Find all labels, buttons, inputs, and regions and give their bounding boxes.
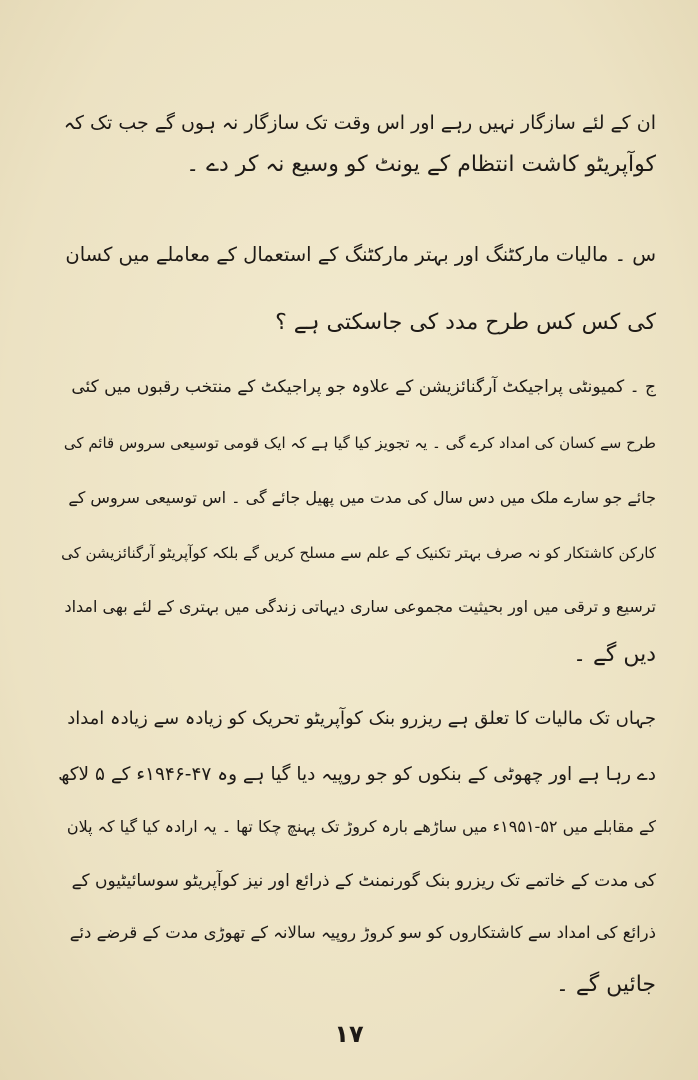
body-text <box>56 0 656 1000</box>
page-number: ۱۷ <box>334 1020 364 1048</box>
answer-line: ترسیع و ترقی میں اور بحیثیت مجموعی ساری دیہاتی زندگی میں بہتری کے لئے بھی امداد <box>64 597 656 616</box>
answer-line: ج ۔ کمیونٹی پراجیکٹ آرگنائزیشن کے علاوہ جو پراجیکٹ کے منتخب رقبوں میں کئی <box>71 377 656 397</box>
paragraph-line: کے مقابلے میں ۵۲-۱۹۵۱ء میں ساڑھے بارہ کروڑ تک پہنچ چکا تھا ۔ یہ ارادہ کیا گیا کہ پلان <box>66 817 656 836</box>
paragraph-line: کی مدت کے خاتمے تک ریزرو بنک گورنمنٹ کے ذرائع اور نیز کوآپریٹو سوسائیٹیوں کے <box>71 871 656 891</box>
text-line: کوآپریٹو کاشت انتظام کے یونٹ کو وسیع نہ کر دے ۔ <box>186 152 656 177</box>
paragraph-line: جہاں تک مالیات کا تعلق ہے ریزرو بنک کوآپریٹو تحریک کو زیادہ سے زیادہ امداد <box>67 708 656 729</box>
paragraph-line: جائیں گے ۔ <box>555 972 656 997</box>
paragraph-line: دے رہا ہے اور چھوٹی کے بنکوں کو جو روپیہ دیا گیا ہے وہ ۴۷-۱۹۴۶ء کے ۵ لاکھ <box>58 764 656 785</box>
answer-line: جائے جو سارے ملک میں دس سال کی مدت میں پھیل جائے گی ۔ اس توسیعی سروس کے <box>68 488 656 507</box>
text-line: ان کے لئے سازگار نہیں رہے اور اس وقت تک سازگار نہ ہوں گے جب تک کہ <box>63 112 656 134</box>
question-line: کی کس کس طرح مدد کی جاسکتی ہے ؟ <box>275 310 656 335</box>
answer-line: کارکن کاشتکار کو نہ صرف بہتر تکنیک کے علم سے مسلح کریں گے بلکہ کوآپریٹو آرگنائزیشن کی <box>61 544 656 562</box>
paragraph-line: ذرائع کی امداد سے کاشتکاروں کو سو کروڑ روپیہ سالانہ کے تھوڑی مدت کے قرضے دئے <box>69 923 656 942</box>
answer-line: طرح سے کسان کی امداد کرے گی ۔ یہ تجویز کیا گیا ہے کہ ایک قومی توسیعی سروس قائم کی <box>63 434 656 452</box>
answer-line: دیں گے ۔ <box>573 642 656 667</box>
question-line: س ۔ مالیات مارکٹنگ اور بہتر مارکٹنگ کے استعمال کے معاملے میں کسان <box>65 243 656 266</box>
